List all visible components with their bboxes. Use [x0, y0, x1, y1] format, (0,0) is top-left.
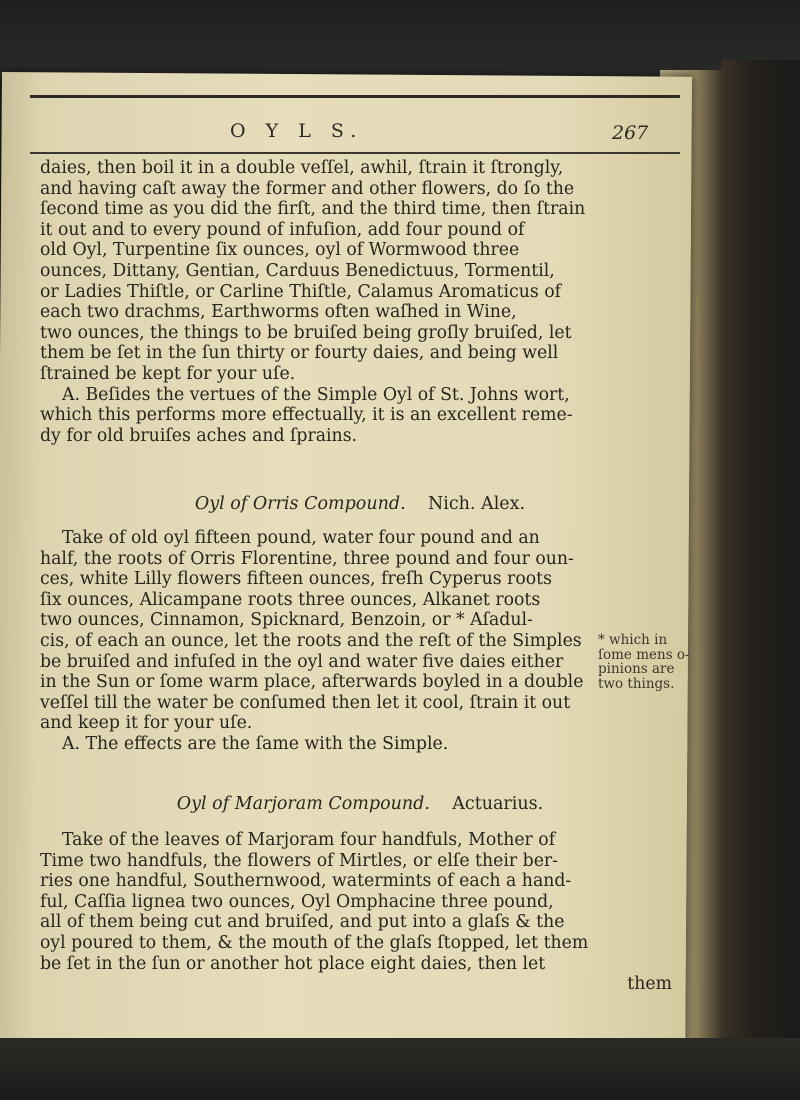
- text-line: half, the roots of Orris Florentine, three pound and four oun-: [40, 548, 574, 569]
- text-line: two ounces, Cinnamon, Spicknard, Benzoin, or * Aſadul-: [40, 610, 533, 631]
- text-line: Time two handfuls, the flowers of Mirtles, or elſe their ber-: [40, 850, 559, 871]
- scanner-background: [0, 0, 800, 78]
- paragraph-2: [40, 528, 680, 755]
- text-line: daies, then boil it in a double veſſel, awhil, ſtrain it ſtrongly,: [40, 158, 564, 178]
- text-line: in the Sun or ſome warm place, afterwards boyled in a double: [40, 672, 584, 693]
- page-number: 267: [612, 122, 649, 144]
- text-line: or Ladies Thiſtle, or Carline Thiſtle, Calamus Aromaticus of: [40, 281, 562, 302]
- sidenote-line: * which in: [598, 632, 668, 648]
- text-line: and keep it for your uſe.: [40, 713, 253, 734]
- text-line: veſſel till the water be conſumed then let it cool, ſtrain it out: [40, 692, 571, 713]
- sidenote-line: two things.: [598, 675, 675, 692]
- text-line: ries one handful, Southernwood, watermints of each a hand-: [40, 871, 572, 892]
- text-line: ſecond time as you did the firſt, and the third time, then ſtrain: [40, 199, 586, 220]
- catchword: them: [627, 974, 672, 995]
- text-line: two ounces, the things to be bruiſed being groſly bruiſed, let: [40, 322, 572, 343]
- text-line: ounces, Dittany, Gentian, Carduus Benedictuus, Tormentil,: [40, 260, 555, 281]
- text-line: each two drachms, Earthworms often waſhed in Wine,: [40, 302, 517, 323]
- text-line: them be ſet in the ſun thirty or fourty daies, and being well: [40, 343, 559, 364]
- text-line: oyl poured to them, & the mouth of the glaſs ſtopped, let them: [40, 932, 589, 953]
- text-line: which this performs more effectually, it is an excellent reme-: [40, 405, 573, 426]
- sidenote-line: ſome mens o-: [598, 646, 690, 663]
- head-rule: [30, 152, 680, 154]
- text-line: Take of the leaves of Marjoram four handfuls, Mother of: [62, 830, 556, 850]
- text-line: and having caſt away the former and other flowers, do ſo the: [40, 178, 575, 199]
- text-line: dy for old bruiſes aches and ſprains.: [40, 425, 358, 446]
- text-line: all of them being cut and bruiſed, and put into a glaſs & the: [40, 912, 565, 933]
- text-line: ces, white Lilly flowers fifteen ounces, freſh Cyperus roots: [40, 569, 552, 590]
- heading-source: Nich. Alex.: [427, 494, 526, 514]
- sidenote-line: pinions are: [598, 661, 675, 677]
- sidenote: [598, 633, 688, 691]
- text-line: be ſet in the ſun or another hot place eight daies, then let: [40, 953, 546, 974]
- section-heading-orris: [40, 494, 680, 514]
- text-line: old Oyl, Turpentine ſix ounces, oyl of Wormwood three: [40, 240, 520, 261]
- text-line: be bruiſed and infuſed in the oyl and water five daies either: [40, 651, 564, 672]
- text-line: ſtrained be kept for your uſe.: [40, 363, 296, 384]
- text-line: ſix ounces, Alicampane roots three ounces, Alkanet roots: [40, 589, 541, 610]
- scanner-edge-shadow: [722, 60, 800, 1050]
- paragraph-1: [40, 158, 680, 446]
- running-head: O Y L S.: [230, 120, 364, 142]
- text-line: A. The effects are the ſame with the Simple.: [62, 733, 449, 754]
- section-heading-marjoram: [40, 794, 680, 814]
- heading-title: Oyl of Orris Compound.: [194, 494, 406, 514]
- text-line: it out and to every pound of infuſion, add four pound of: [40, 219, 525, 240]
- text-line: cis, of each an ounce, let the roots and the reſt of the Simples: [40, 630, 582, 651]
- text-line: Take of old oyl fifteen pound, water four pound and an: [62, 528, 540, 548]
- top-rule: [30, 95, 680, 98]
- heading-source: Actuarius.: [452, 794, 544, 814]
- heading-title: Oyl of Marjoram Compound.: [176, 794, 430, 814]
- text-line: A. Beſides the vertues of the Simple Oyl of St. Johns wort,: [62, 384, 570, 405]
- text-line: ful, Caſſia lignea two ounces, Oyl Omphacine three pound,: [40, 891, 554, 912]
- paragraph-3: [40, 830, 680, 995]
- bottom-shadow: [0, 1038, 800, 1100]
